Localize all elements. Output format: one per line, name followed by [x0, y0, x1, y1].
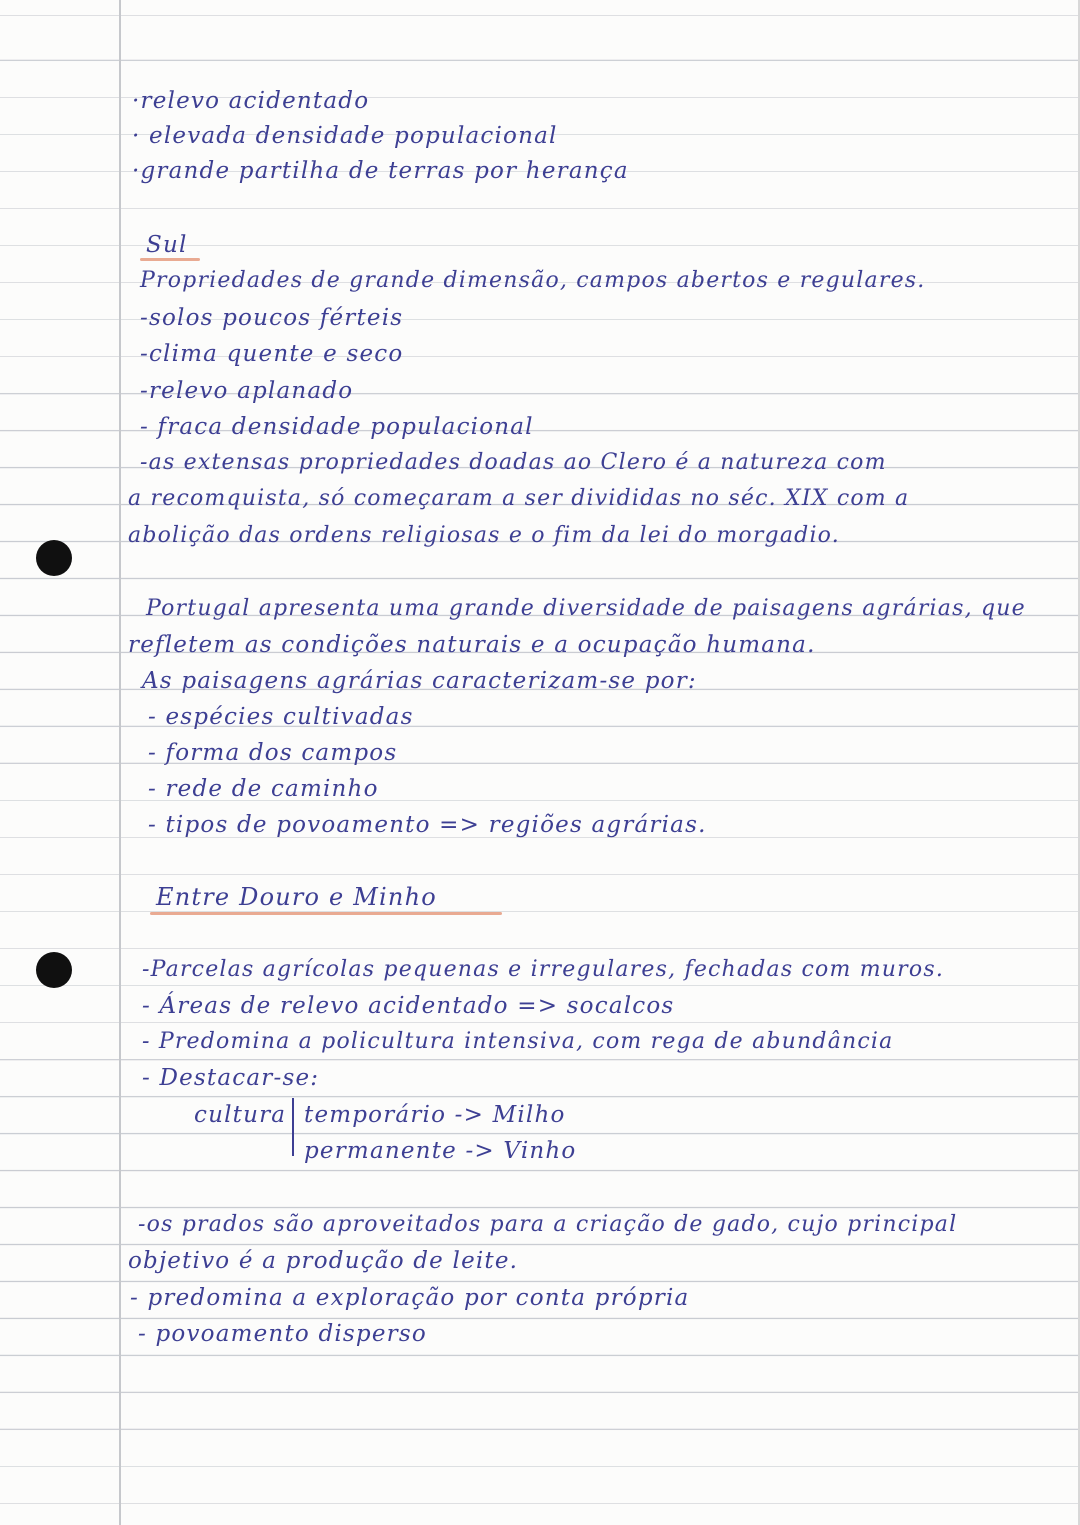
entre-douro-line: - Destacar-se: — [142, 1065, 320, 1091]
entre-douro-closing-line: -os prados são aproveitados para a criação de gado, cujo principal — [138, 1212, 958, 1237]
sul-line: -solos poucos férteis — [140, 305, 404, 331]
entre-douro-heading-underline — [150, 912, 502, 915]
entre-douro-line: -Parcelas agrícolas pequenas e irregulares, fechadas com muros. — [142, 957, 945, 982]
portugal-line: - tipos de povoamento => regiões agrárias. — [148, 812, 707, 838]
intro-line: ·grande partilha de terras por herança — [132, 158, 629, 184]
sul-heading-underline — [140, 258, 200, 261]
sul-line: Propriedades de grande dimensão, campos abertos e regulares. — [140, 268, 926, 293]
margin-line — [119, 0, 121, 1525]
sul-heading: Sul — [146, 232, 188, 258]
portugal-line: Portugal apresenta uma grande diversidade de paisagens agrárias, que — [146, 596, 1026, 621]
entre-douro-closing-line: objetivo é a produção de leite. — [128, 1248, 519, 1274]
cultura-permanente: permanente -> Vinho — [304, 1138, 577, 1164]
sul-line: a recomquista, só começaram a ser divididas no séc. XIX com a — [128, 486, 910, 511]
sul-line: -as extensas propriedades doadas ao Clero é a natureza com — [140, 450, 887, 475]
portugal-line: - espécies cultivadas — [148, 704, 414, 730]
portugal-line: As paisagens agrárias caracterizam-se por: — [142, 668, 697, 694]
entre-douro-line: - Predomina a policultura intensiva, com rega de abundância — [142, 1029, 894, 1054]
punch-hole-top — [36, 540, 72, 576]
sul-line: - fraca densidade populacional — [140, 414, 534, 440]
cultura-label: cultura — [194, 1102, 287, 1128]
sul-line: -clima quente e seco — [140, 341, 404, 367]
entre-douro-closing-line: - predomina a exploração por conta própria — [130, 1285, 690, 1311]
entre-douro-line: - Áreas de relevo acidentado => socalcos — [142, 993, 675, 1019]
entre-douro-heading: Entre Douro e Minho — [156, 883, 437, 911]
intro-line: · elevada densidade populacional — [132, 123, 558, 149]
portugal-line: - forma dos campos — [148, 740, 398, 766]
sul-line: abolição das ordens religiosas e o fim da lei do morgadio. — [128, 523, 840, 548]
portugal-line: refletem as condições naturais e a ocupação humana. — [128, 632, 816, 658]
entre-douro-closing-line: - povoamento disperso — [138, 1321, 427, 1347]
intro-line: ·relevo acidentado — [132, 88, 370, 114]
cultura-bracket — [292, 1098, 294, 1156]
sul-line: -relevo aplanado — [140, 378, 354, 404]
punch-hole-bottom — [36, 952, 72, 988]
portugal-line: - rede de caminho — [148, 776, 379, 802]
cultura-temporario: temporário -> Milho — [304, 1102, 566, 1128]
